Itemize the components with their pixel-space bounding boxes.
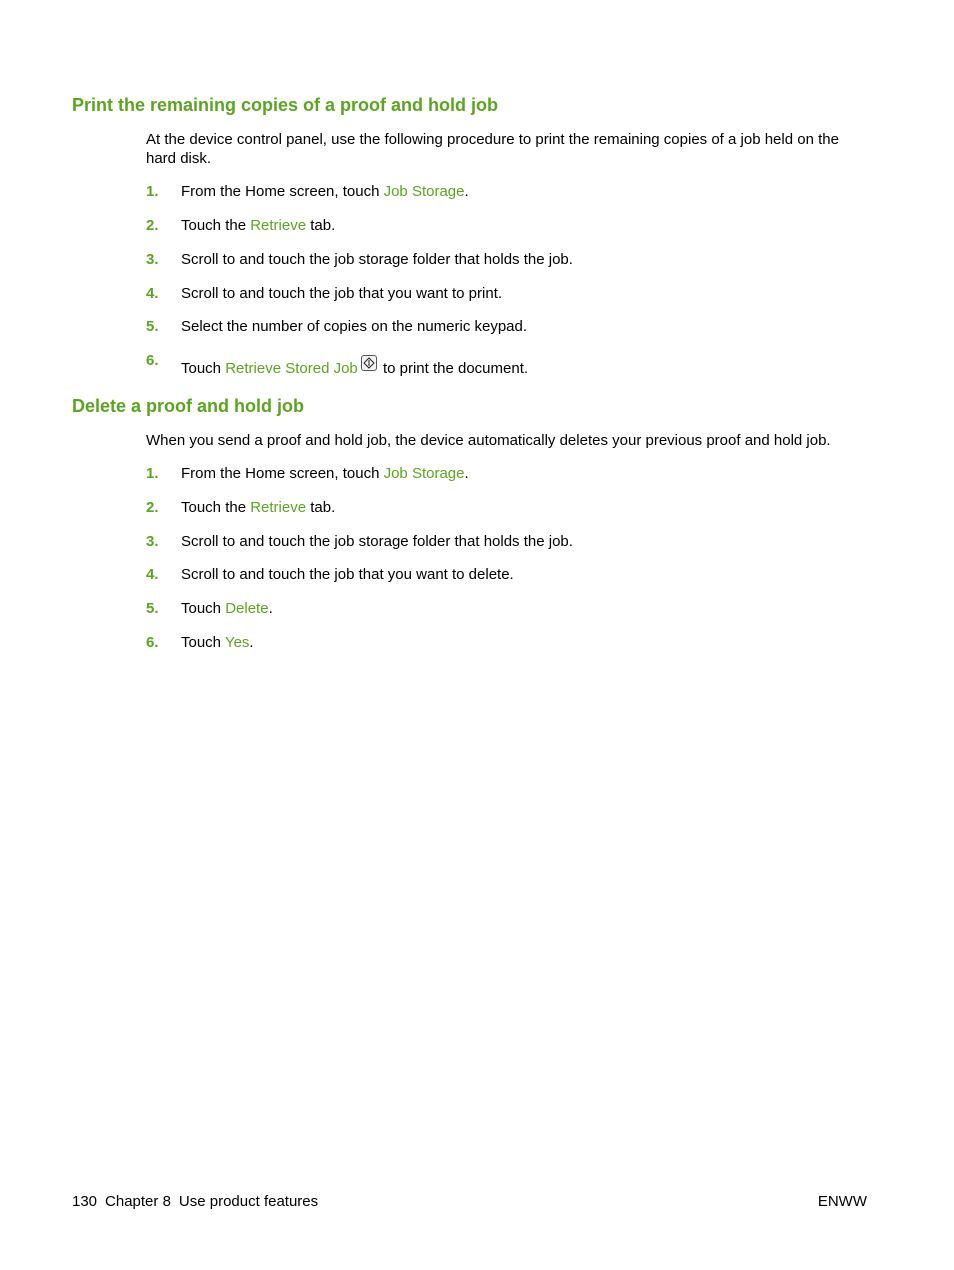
page-number: 130: [72, 1193, 98, 1210]
page-footer-right: ENWW: [817, 1193, 867, 1210]
chapter-title: Use product features: [178, 1193, 319, 1210]
ui-term: Job Storage: [383, 465, 465, 482]
step-number: 1.: [146, 183, 159, 200]
ui-term: Retrieve: [250, 217, 307, 234]
section-intro-delete: When you send a proof and hold job, the device automatically deletes your previous proof and hold job.: [146, 432, 831, 449]
step-number: 2.: [146, 217, 159, 234]
section-intro-print-remaining: At the device control panel, use the following procedure to print the remaining copies of a job held on the hard disk.: [146, 131, 839, 167]
section-title-print-remaining: Print the remaining copies of a proof and hold job: [72, 95, 499, 115]
step-number: 4.: [146, 566, 159, 583]
page-footer-left: [72, 1193, 318, 1210]
ui-term: Job Storage: [383, 183, 465, 200]
ui-term: Yes: [224, 634, 250, 651]
section-title-delete: Delete a proof and hold job: [72, 396, 305, 416]
step-number: 6.: [146, 352, 159, 369]
step-number: 6.: [146, 634, 159, 651]
step-number: 1.: [146, 465, 159, 482]
ui-term: Retrieve Stored Job: [225, 360, 358, 377]
step-number: 4.: [146, 285, 159, 302]
step-number: 3.: [146, 533, 159, 550]
ui-term: Delete: [225, 600, 269, 617]
step-number: 5.: [146, 318, 159, 335]
step-number: 2.: [146, 499, 159, 516]
step-number: 3.: [146, 251, 159, 268]
chapter-label: Chapter 8: [105, 1193, 171, 1210]
ui-term: Retrieve: [250, 499, 307, 516]
start-button-icon: [361, 355, 377, 371]
step-number: 5.: [146, 600, 159, 617]
